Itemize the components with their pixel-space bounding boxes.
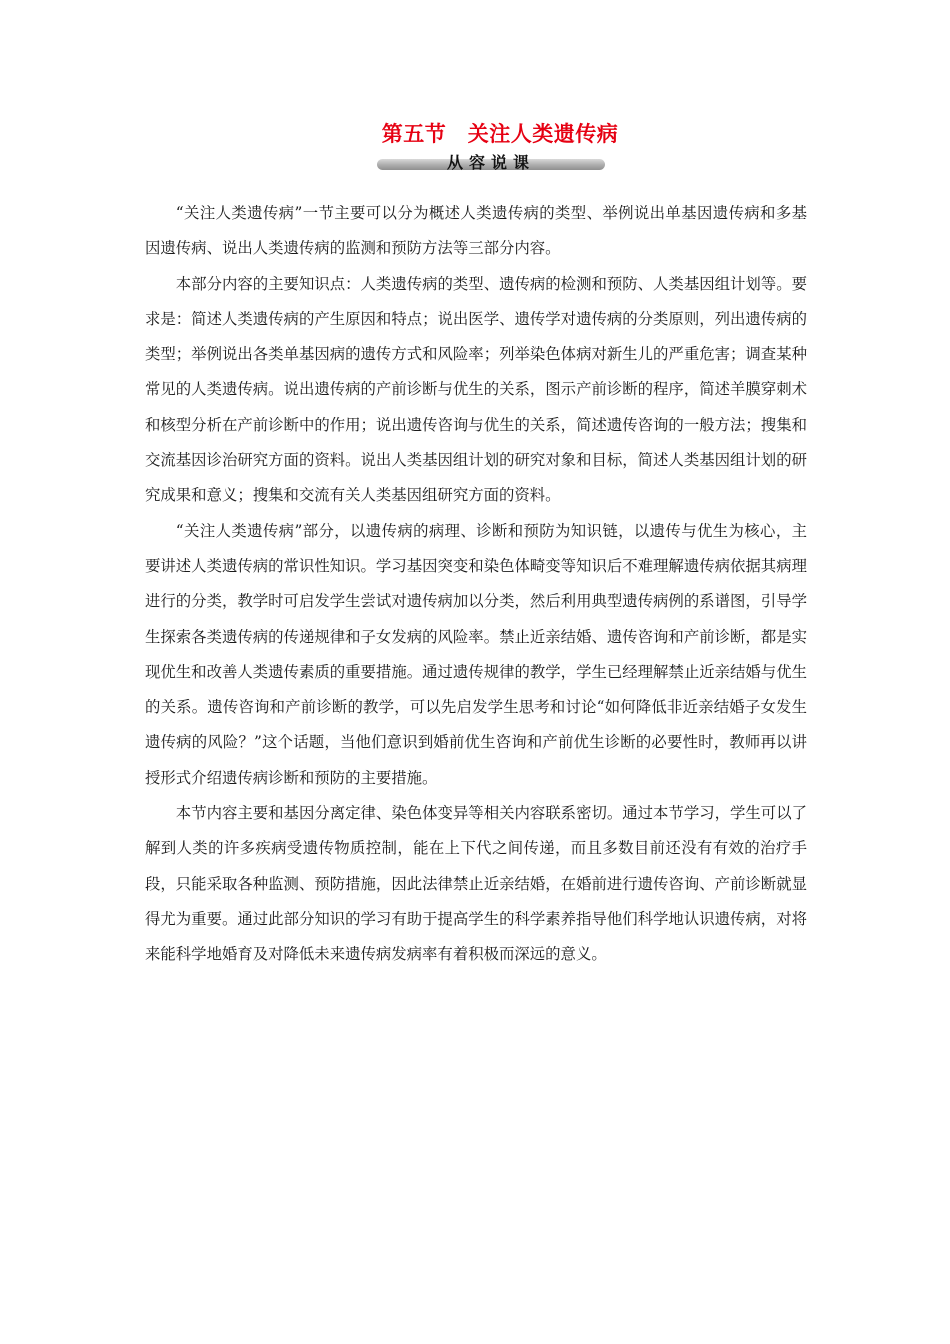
- paragraph-2: 本部分内容的主要知识点：人类遗传病的类型、遗传病的检测和预防、人类基因组计划等。要求是：简述人类遗传病的产生原因和特点；说出医学、遗传学对遗传病的分类原则，列出遗传病的类型；举例说出各类单基因病的遗传方式和风险率；列举染色体病对新生儿的严重危害；调查某种常见的人类遗传病。说出遗传病的产前诊断与优生的关系，图示产前诊断的程序，简述羊膜穿刺术和核型分析在产前诊断中的作用；说出遗传咨询与优生的关系，简述遗传咨询的一般方法；搜集和交流基因诊治研究方面的资料。说出人类基因组计划的研究对象和目标，简述人类基因组计划的研究成果和意义；搜集和交流有关人类基因组研究方面的资料。: [145, 274, 807, 505]
- section-title: 第五节 关注人类遗传病: [381, 122, 619, 146]
- section-banner: [377, 152, 605, 174]
- paragraph-3: “关注人类遗传病”部分，以遗传病的病理、诊断和预防为知识链，以遗传与优生为核心，主要讲述人类遗传病的常识性知识。学习基因突变和染色体畸变等知识后不难理解遗传病依据其病理进行的分类，教学时可启发学生尝试对遗传病加以分类，然后利用典型遗传病例的系谱图，引导学生探索各类遗传病的传递规律和子女发病的风险率。禁止近亲结婚、遗传咨询和产前诊断，都是实现优生和改善人类遗传素质的重要措施。通过遗传规律的教学，学生已经理解禁止近亲结婚与优生的关系。遗传咨询和产前诊断的教学，可以先启发学生思考和讨论“如何降低非近亲结婚子女发生遗传病的风险？”这个话题，当他们意识到婚前优生咨询和产前优生诊断的必要性时，教师再以讲授形式介绍遗传病诊断和预防的主要措施。: [145, 521, 807, 787]
- paragraph-4: 本节内容主要和基因分离定律、染色体变异等相关内容联系密切。通过本节学习，学生可以了解到人类的许多疾病受遗传物质控制，能在上下代之间传递，而且多数目前还没有有效的治疗手段，只能采取各种监测、预防措施，因此法律禁止近亲结婚，在婚前进行遗传咨询、产前诊断就显得尤为重要。通过此部分知识的学习有助于提高学生的科学素养指导他们科学地认识遗传病，对将来能科学地婚育及对降低未来遗传病发病率有着积极而深远的意义。: [145, 804, 807, 964]
- document-body: [145, 196, 807, 973]
- banner-label: 从容说课: [446, 153, 535, 172]
- paragraph-1: “关注人类遗传病”一节主要可以分为概述人类遗传病的类型、举例说出单基因遗传病和多基因遗传病、说出人类遗传病的监测和预防方法等三部分内容。: [145, 204, 807, 258]
